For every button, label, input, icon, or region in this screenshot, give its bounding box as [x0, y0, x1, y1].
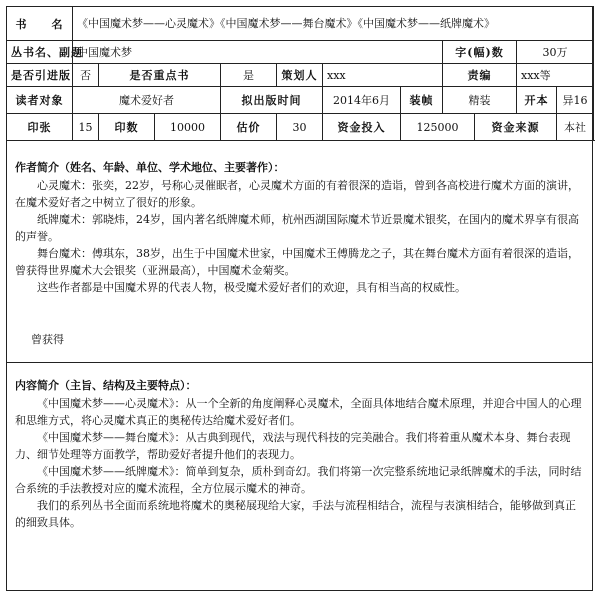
content-intro-paragraph-4: 我们的系列丛书全面而系统地将魔术的奥秘展现给大家，手法与流程相结合，流程与表演相结合，能够做到真正的细致具体。: [15, 499, 576, 529]
import-label: 是否引进版: [7, 64, 73, 87]
content-intro-paragraph-2: 《中国魔术梦——舞台魔术》：从古典到现代，戏法与现代科技的完美融合。我们将着重从魔术本身、舞台表现力、细节处理等方面教学，帮助爱好者提升他们的表现力。: [15, 431, 571, 461]
content-intro-paragraph-3: 《中国魔术梦——纸牌魔术》：简单到复杂，质朴到奇幻。我们将第一次完整系统地记录纸牌魔术的手法，同时结合系统的手法教授对应的魔术流程，全方位展示魔术的神奇。: [15, 465, 582, 495]
print-run-label: 印数: [99, 114, 155, 141]
planner-label: 策划人: [277, 64, 323, 87]
sheets-value: 15: [73, 114, 99, 141]
series-label: 丛书名、副题: [7, 41, 73, 64]
content-intro-heading: 内容简介（主旨、结构及主要特点）：: [15, 379, 197, 392]
series-value: 中国魔术梦: [73, 41, 443, 64]
format-value: 异16: [557, 87, 594, 114]
investment-label: 资金投入: [323, 114, 401, 141]
publish-date-label: 拟出版时间: [221, 87, 323, 114]
publish-date-value: 2014年6月: [323, 87, 401, 114]
format-label: 开本: [517, 87, 557, 114]
author-intro-heading: 作者简介（姓名、年龄、单位、学术地位、主要著作）：: [15, 161, 285, 174]
content-intro-paragraph-1: 《中国魔术梦——心灵魔术》：从一个全新的角度阐释心灵魔术，全面具体地结合魔术原理，并迎合中国人的心理和思维方式，将心灵魔术真正的奥秘传达给魔术爱好者们。: [15, 397, 582, 427]
binding-label: 装帧: [401, 87, 443, 114]
binding-value: 精装: [443, 87, 517, 114]
fund-source-value: 本社: [557, 114, 594, 141]
title-label: 书 名: [7, 7, 73, 41]
fund-source-label: 资金来源: [475, 114, 557, 141]
author-intro-paragraph-2: 纸牌魔术：郭晓炜，24岁，国内著名纸牌魔术师，杭州西湖国际魔术节近景魔术银奖，在国内的魔术界享有很高的声誉。: [15, 213, 579, 243]
key-book-value: 是: [221, 64, 277, 87]
import-value: 否: [73, 64, 99, 87]
author-intro-paragraph-4: 这些作者都是中国魔术界的代表人物，极受魔术爱好者们的欢迎，具有相当高的权威性。: [37, 281, 466, 294]
print-run-value: 10000: [155, 114, 221, 141]
price-label: 估价: [221, 114, 277, 141]
reader-label: 读者对象: [7, 87, 73, 114]
author-intro-paragraph-3: 舞台魔术：傅琪东，38岁，出生于中国魔术世家，中国魔术王傅腾龙之子，其在舞台魔术方面有着很深的造诣，曾获得世界魔术大会银奖（亚洲最高），中国魔术金菊奖。: [15, 247, 579, 277]
author-intro-section: [7, 159, 592, 296]
section-divider: [7, 362, 592, 363]
word-count-label: 字(幅)数: [443, 41, 517, 64]
investment-value: 125000: [401, 114, 475, 141]
reader-value: 魔术爱好者: [73, 87, 221, 114]
author-intro-paragraph-1: 心灵魔术：张奕，22岁，号称心灵催眠者，心灵魔术方面的有着很深的造诣，曾到各高校进行魔术方面的演讲，在魔术爱好者之中树立了很好的形象。: [15, 179, 579, 209]
planner-value: xxx: [323, 64, 443, 87]
content-intro-section: [7, 377, 592, 531]
editor-label: 责编: [443, 64, 517, 87]
title-value: 《中国魔术梦——心灵魔术》《中国魔术梦——舞台魔术》《中国魔术梦——纸牌魔术》: [73, 7, 594, 41]
awards-label: 曾获得: [31, 333, 64, 346]
sheets-label: 印张: [7, 114, 73, 141]
editor-value: xxx等: [517, 64, 594, 87]
key-book-label: 是否重点书: [99, 64, 221, 87]
book-info-table: [6, 6, 594, 141]
book-proposal-form: [6, 6, 593, 591]
word-count-value: 30万: [517, 41, 594, 64]
price-value: 30: [277, 114, 323, 141]
